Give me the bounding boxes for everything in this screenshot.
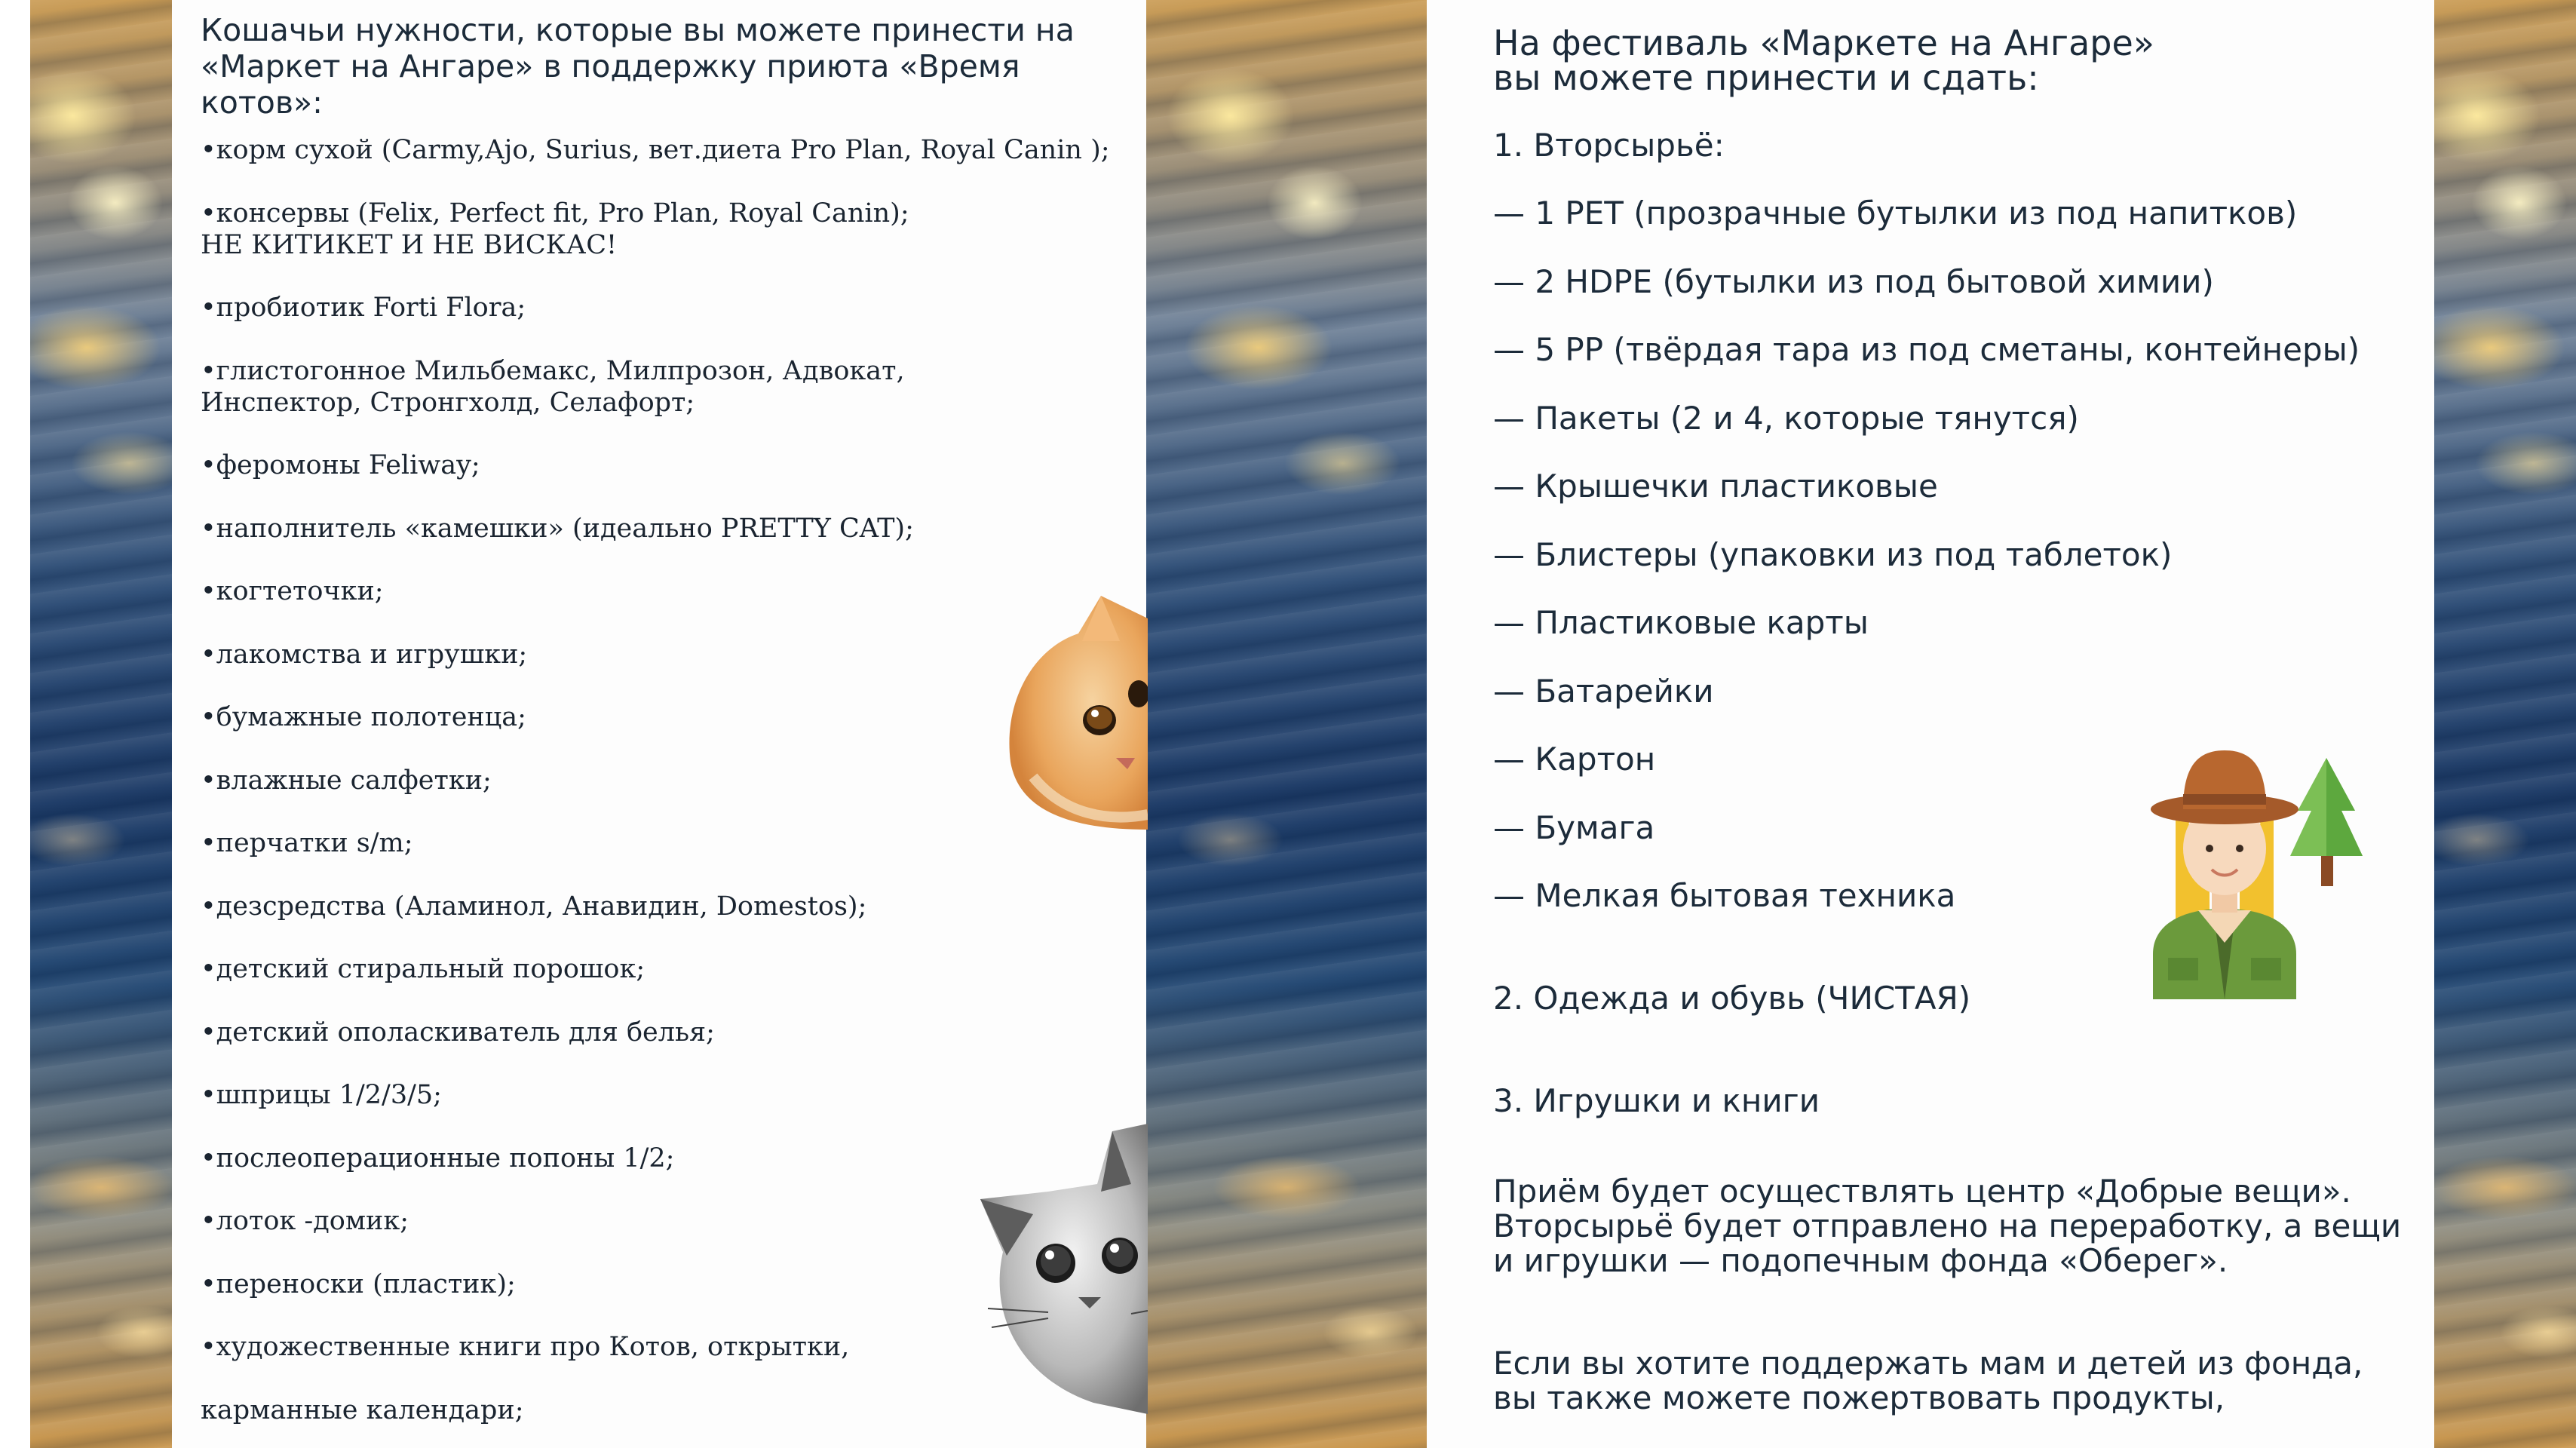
list-item — [201, 953, 1136, 985]
water-strip-left — [30, 0, 172, 1448]
item-line: •наполнитель «камешки» (идеально PRETTY CAT); — [201, 513, 914, 544]
paragraph-line: вы также можете пожертвовать продукты, — [1493, 1379, 2225, 1416]
list-item: — 5 PP (твёрдая тара из под сметаны, контейнеры) — [1493, 331, 2360, 368]
item-line: •дезсредства (Аламинол, Анавидин, Domestos); — [201, 891, 867, 922]
list-item: — Пакеты (2 и 4, которые тянутся) — [1493, 399, 2079, 437]
item-line: •пробиотик Forti Flora; — [201, 293, 526, 323]
item-line: •послеоперационные попоны 1/2; — [201, 1143, 675, 1173]
list-item — [201, 134, 1136, 166]
list-item — [201, 891, 1136, 922]
item-line: •детский стиральный порошок; — [201, 954, 646, 984]
list-item: — Крышечки пластиковые — [1493, 468, 1938, 505]
donation-paragraph — [1493, 1346, 2428, 1416]
heading-line: «Маркет на Ангаре» в поддержку приюта «Время котов»: — [201, 48, 1020, 121]
item-line: •перчатки s/m; — [201, 828, 413, 858]
list-item — [201, 449, 1136, 481]
list-item: — Бумага — [1493, 808, 1655, 846]
cat-needs-heading — [201, 12, 1136, 121]
item-line: •влажные салфетки; — [201, 765, 492, 796]
item-line: •шприцы 1/2/3/5; — [201, 1080, 442, 1110]
heading-line: вы можете принести и сдать: — [1493, 57, 2039, 98]
paragraph-line: Приём будет осуществлять центр «Добрые вещи». — [1493, 1173, 2351, 1210]
eco-ranger-icon — [2123, 743, 2372, 999]
section-title-recyclables: 1. Вторсырьё: — [1493, 127, 1725, 164]
item-line: •консервы (Felix, Perfect fit, Pro Plan, Royal Canin); — [201, 198, 909, 229]
item-line: •художественные книги про Котов, открытки, — [201, 1332, 850, 1362]
paragraph-line: и игрушки — подопечным фонда «Оберег». — [1493, 1242, 2228, 1279]
water-strip-right — [2434, 0, 2576, 1448]
item-line: •лоток -домик; — [201, 1206, 409, 1236]
item-line: карманные календари; — [201, 1394, 524, 1425]
list-item: — Блистеры (упаковки из под таблеток) — [1493, 535, 2173, 573]
paragraph-line: Вторсырьё будет отправлено на переработку, а вещи — [1493, 1207, 2402, 1244]
list-item — [201, 1079, 1136, 1111]
list-item: — Картон — [1493, 741, 1656, 778]
list-item — [201, 513, 1136, 545]
item-line: •когтеточки; — [201, 576, 384, 606]
heading-line: На фестиваль «Маркете на Ангаре» — [1493, 23, 2154, 63]
item-line: •бумажные полотенца; — [201, 702, 526, 732]
list-item: — Батарейки — [1493, 672, 1714, 710]
ginger-cat-icon — [988, 588, 1148, 837]
festival-panel — [1427, 0, 2434, 1448]
item-line: •глистогонное Мильбемакс, Милпрозон, Адвокат, — [201, 355, 905, 386]
item-line: НЕ КИТИКЕТ И НЕ ВИСКАС! — [201, 229, 618, 260]
list-item: — 2 HDPE (бутылки из под бытовой химии) — [1493, 262, 2214, 300]
item-line: •лакомства и игрушки; — [201, 639, 528, 670]
festival-info — [1493, 23, 2428, 1416]
heading-line: Кошачьи нужности, которые вы можете принести на — [201, 12, 1075, 48]
item-line: •корм сухой (Carmy,Ajo, Surius, вет.диета Pro Plan, Royal Canin ); — [201, 135, 1110, 165]
list-item: — Мелкая бытовая техника — [1493, 877, 1956, 914]
list-item — [201, 1017, 1136, 1048]
acceptance-paragraph — [1493, 1174, 2428, 1278]
item-line: •переноски (пластик); — [201, 1269, 516, 1299]
list-item — [201, 355, 1136, 419]
item-line: Инспектор, Стронгхолд, Селафорт; — [201, 387, 695, 418]
section-title-toys-books: 3. Игрушки и книги — [1493, 1082, 1820, 1119]
item-line: •детский ополаскиватель для белья; — [201, 1017, 715, 1048]
list-item — [201, 198, 1136, 261]
section-title-clothes: 2. Одежда и обувь (ЧИСТАЯ) — [1493, 980, 1971, 1017]
grey-cat-icon — [958, 1124, 1148, 1418]
item-line: •феромоны Feliway; — [201, 450, 480, 480]
paragraph-line: Если вы хотите поддержать мам и детей из фонда, — [1493, 1345, 2363, 1382]
left-edge — [0, 0, 30, 1448]
list-item: — 1 PET (прозрачные бутылки из под напитков) — [1493, 195, 2298, 232]
list-item: — Пластиковые карты — [1493, 604, 1869, 641]
list-item — [201, 292, 1136, 324]
water-strip-middle — [1146, 0, 1427, 1448]
festival-heading — [1493, 23, 2428, 98]
